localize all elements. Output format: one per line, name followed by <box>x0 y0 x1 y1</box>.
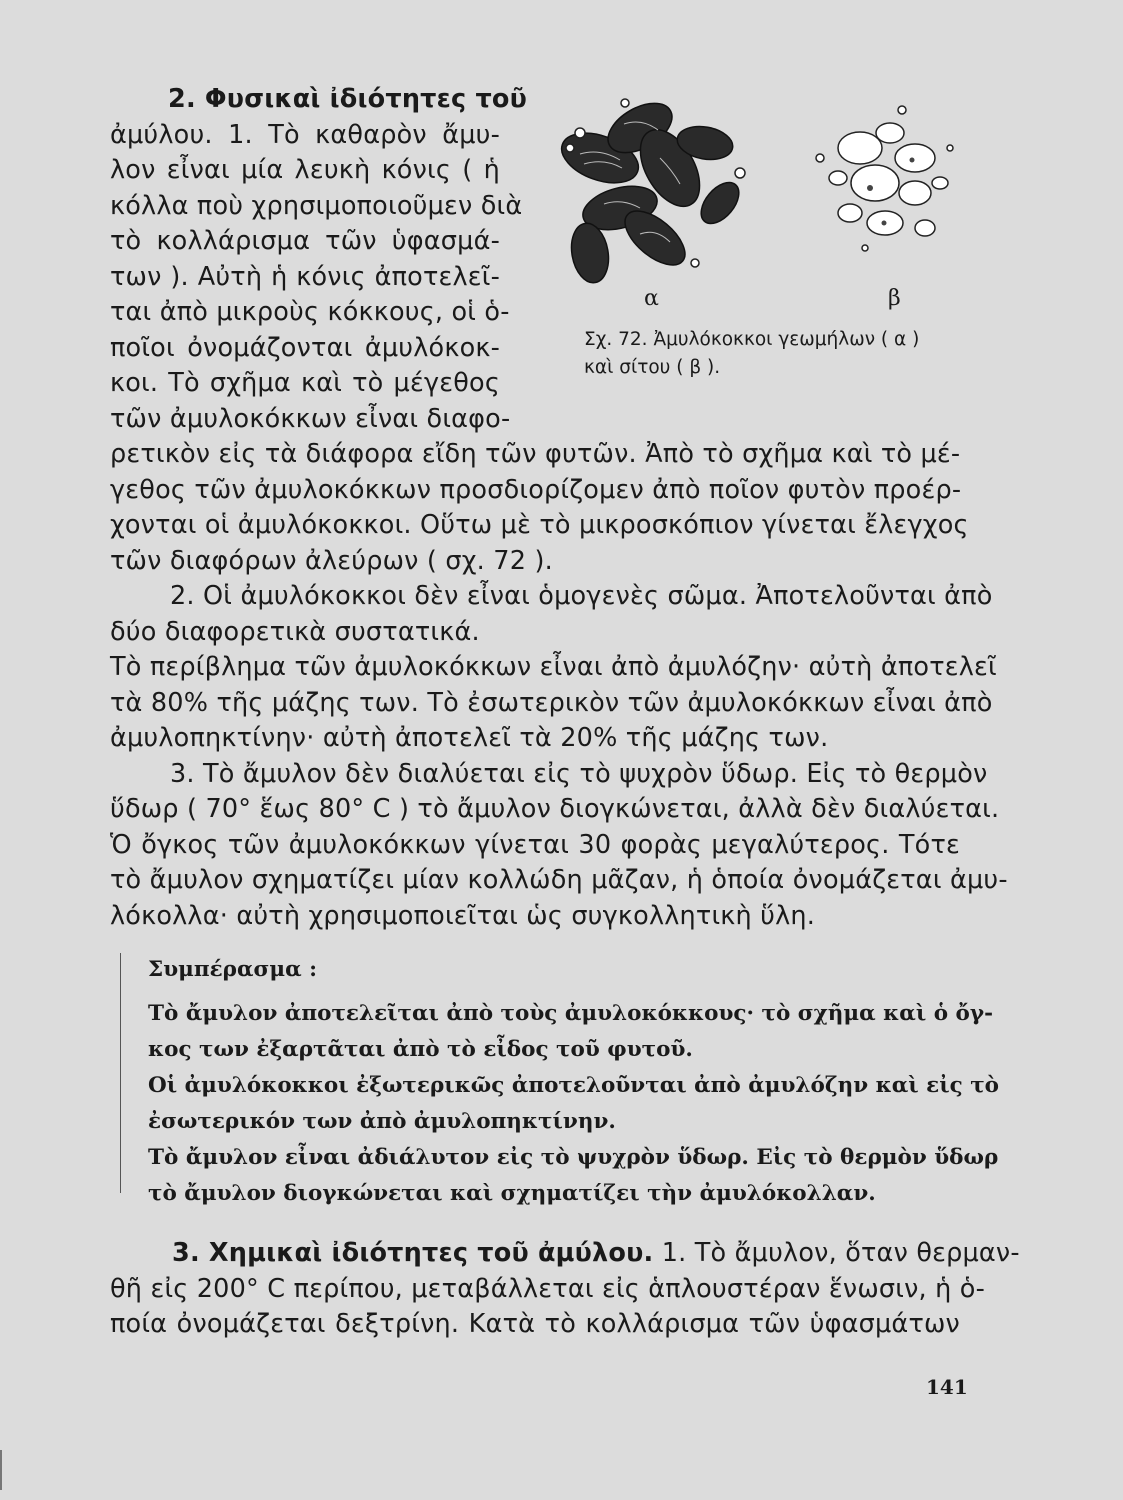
scan-edge-mark <box>0 1450 2 1490</box>
figure-label-b: β <box>888 286 901 311</box>
section3-first-line <box>110 1236 1020 1272</box>
conclusion-line: τὸ ἄμυλον διογκώνεται καὶ σχηματίζει τὴν ἀμυλόκολλαν. <box>148 1181 876 1206</box>
text-line: λον εἶναι μία λευκὴ κόνις ( ἡ <box>110 155 500 185</box>
text-line: τὰ 80% τῆς μάζης των. Τὸ ἐσωτερικὸν τῶν ἀμυλοκόκκων εἶναι ἀπὸ <box>110 687 993 718</box>
section2-heading: 2. Φυσικαὶ ἰδιότητες τοῦ <box>168 84 528 114</box>
text-line: γεθος τῶν ἀμυλοκόκκων προσδιορίζομεν ἀπὸ ποῖον φυτὸν προέρ- <box>110 474 962 505</box>
conclusion-title: Συμπέρασμα : <box>148 957 318 982</box>
text-line: δύο διαφορετικὰ συστατικά. <box>110 616 480 647</box>
text-line: κοι. Τὸ σχῆμα καὶ τὸ μέγεθος <box>110 368 500 398</box>
text-line: 3. Τὸ ἄμυλον δὲν διαλύεται εἰς τὸ ψυχρὸν ὕδωρ. Εἰς τὸ θερμὸν <box>170 758 988 789</box>
text-line: Τὸ περίβλημα τῶν ἀμυλοκόκκων εἶναι ἀπὸ ἀμυλόζην· αὐτὴ ἀποτελεῖ <box>110 652 997 682</box>
section3-first-line-text: 1. Τὸ ἄμυλον, ὅταν θερμαν- <box>661 1238 1020 1268</box>
text-line: θῆ εἰς 200° C περίπου, μεταβάλλεται εἰς ἁπλουστέραν ἕνωσιν, ἡ ὁ- <box>110 1273 986 1304</box>
text-line: 2. Οἱ ἀμυλόκοκκοι δὲν εἶναι ὁμογενὲς σῶμα. Ἀποτελοῦνται ἀπὸ <box>170 581 993 611</box>
text-line: ποία ὀνομάζεται δεξτρίνη. Κατὰ τὸ κολλάρισμα τῶν ὑφασμάτων <box>110 1309 960 1339</box>
conclusion-line: ἐσωτερικόν των ἀπὸ ἀμυλοπηκτίνην. <box>148 1109 616 1134</box>
section3-body <box>110 1236 1020 1343</box>
text-line: ποῖοι ὀνομάζονται ἀμυλόκοκ- <box>110 332 500 363</box>
text-line: ρετικὸν εἰς τὰ διάφορα εἴδη τῶν φυτῶν. Ἀπὸ τὸ σχῆμα καὶ τὸ μέ- <box>110 439 961 469</box>
section3-heading: 3. Χημικαὶ ἰδιότητες τοῦ ἀμύλου. <box>172 1238 654 1268</box>
text-line: λόκολλα· αὐτὴ χρησιμοποιεῖται ὡς συγκολλητικὴ ὕλη. <box>110 900 816 931</box>
figure-caption <box>584 326 964 382</box>
conclusion-line: Οἱ ἀμυλόκοκκοι ἐξωτερικῶς ἀποτελοῦνται ἀπὸ ἀμυλόζην καὶ εἰς τὸ <box>148 1073 1000 1098</box>
caption-line: καὶ σίτου ( β ). <box>584 357 721 378</box>
text-line: τὸ κολλάρισμα τῶν ὑφασμά- <box>110 226 500 256</box>
spacer <box>148 988 960 996</box>
starch-granules-illustration <box>520 88 970 298</box>
text-line: ὕδωρ ( 70° ἕως 80° C ) τὸ ἄμυλον διογκώνεται, ἀλλὰ δὲν διαλύεται. <box>110 794 1000 824</box>
text-line: των ). Αὐτὴ ἡ κόνις ἀποτελεῖ- <box>110 261 500 292</box>
conclusion-line: κος των ἐξαρτᾶται ἀπὸ τὸ εἶδος τοῦ φυτοῦ. <box>148 1037 693 1062</box>
text-line: ἀμύλου. 1. Τὸ καθαρὸν ἄμυ- <box>110 119 500 150</box>
text-line: τὸ ἄμυλον σχηματίζει μίαν κολλώδη μᾶζαν, ἡ ὁποία ὀνομάζεται ἀμυ- <box>110 865 1008 895</box>
text-line: Ὁ ὄγκος τῶν ἀμυλοκόκκων γίνεται 30 φορὰς μεγαλύτερος. Τότε <box>110 829 960 860</box>
page-number: 141 <box>926 1375 968 1399</box>
caption-line: Σχ. 72. Ἀμυλόκοκκοι γεωμήλων ( α ) <box>584 329 920 350</box>
conclusion-block <box>148 952 1000 1212</box>
figure-label-a: α <box>644 286 659 311</box>
text-line: τῶν διαφόρων ἀλεύρων ( σχ. 72 ). <box>110 545 553 576</box>
text-line: ἀμυλοπηκτίνην· αὐτὴ ἀποτελεῖ τὰ 20% τῆς μάζης των. <box>110 723 829 753</box>
text-line: χονται οἱ ἀμυλόκοκκοι. Οὕτω μὲ τὸ μικροσκόπιον γίνεται ἔλεγχος <box>110 510 969 540</box>
section2-left-column <box>110 82 528 437</box>
conclusion-line: Τὸ ἄμυλον εἶναι ἀδιάλυτον εἰς τὸ ψυχρὸν ὕδωρ. Εἰς τὸ θερμὸν ὕδωρ <box>148 1145 999 1170</box>
text-line: τῶν ἀμυλοκόκκων εἶναι διαφο- <box>110 403 511 434</box>
conclusion-line: Τὸ ἄμυλον ἀποτελεῖται ἀπὸ τοὺς ἀμυλοκόκκους· τὸ σχῆμα καὶ ὁ ὄγ- <box>148 1001 993 1026</box>
text-line: ται ἀπὸ μικροὺς κόκκους, οἱ ὁ- <box>110 297 510 327</box>
text-line: κόλλα ποὺ χρησιμοποιοῦμεν διὰ <box>110 190 523 221</box>
section2-body <box>110 437 1008 934</box>
